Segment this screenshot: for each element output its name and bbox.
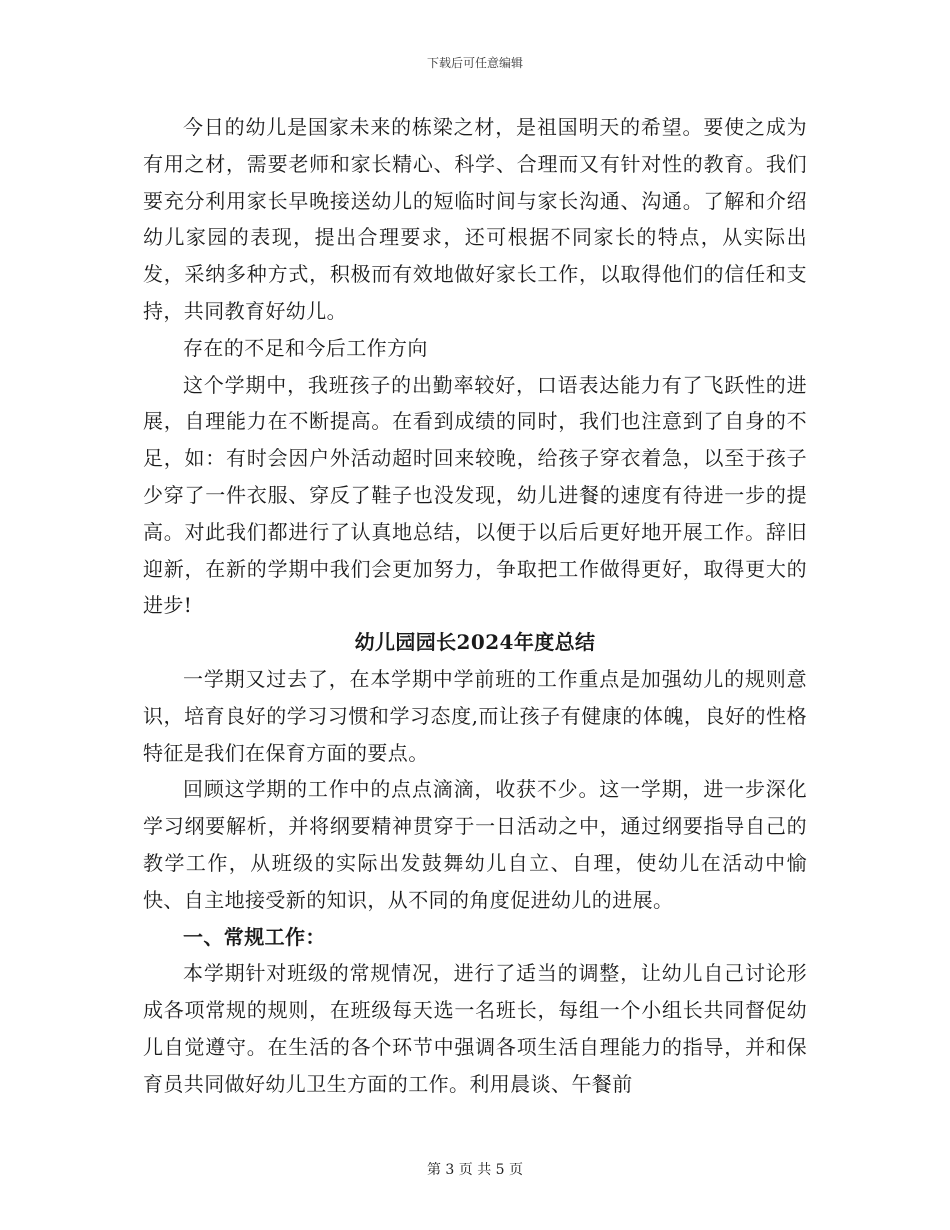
paragraph-shortcomings: 这个学期中，我班孩子的出勤率较好，口语表达能力有了飞跃性的进展，自理能力在不断提高。在看到成绩的同时，我们也注意到了自身的不足，如：有时会因户外活动超时回来较晚，给孩子穿衣着急，以至于孩子少穿了一件衣服、穿反了鞋子也没发现，幼儿进餐的速度有待进一步的提高。对此我们都进行了认真地总结，以便于以后后更好地开展工作。辞旧迎新，在新的学期中我们会更加努力，争取把工作做得更好，取得更大的进步!	[143, 372, 807, 618]
paragraph-home-cooperation: 今日的幼儿是国家未来的栋梁之材，是祖国明天的希望。要使之成为有用之材，需要老师和家长精心、科学、合理而又有针对性的教育。我们要充分利用家长早晚接送幼儿的短临时间与家长沟通、沟通。了解和介绍幼儿家园的表现，提出合理要求，还可根据不同家长的特点，从实际出发，采纳多种方式，积极而有效地做好家长工作，以取得他们的信任和支持，共同教育好幼儿。	[143, 115, 807, 323]
page-footer: 第 3 页 共 5 页	[426, 1162, 524, 1178]
section-title: 幼儿园园长2024年度总结	[354, 630, 596, 655]
subheading-routine-work: 一、常规工作：	[183, 924, 326, 949]
paragraph-shortcomings-heading: 存在的不足和今后工作方向	[183, 335, 428, 360]
page-header: 下载后可任意编辑	[426, 56, 523, 70]
document-body	[143, 109, 807, 1103]
paragraph-routine-work: 本学期针对班级的常规情况，进行了适当的调整，让幼儿自己讨论形成各项常规的规则，在班级每天选一名班长，每组一个小组长共同督促幼儿自觉遵守。在生活的各个环节中强调各项生活自理能力的指导，并和保育员共同做好幼儿卫生方面的工作。利用晨谈、午餐前	[143, 961, 807, 1096]
paragraph-review: 回顾这学期的工作中的点点滴滴，收获不少。这一学期，进一步深化学习纲要解析，并将纲要精神贯穿于一日活动之中，通过纲要指导自己的教学工作，从班级的实际出发鼓舞幼儿自立、自理，使幼儿在活动中愉快、自主地接受新的知识，从不同的角度促进幼儿的进展。	[143, 777, 807, 912]
paragraph-semester-intro: 一学期又过去了，在本学期中学前班的工作重点是加强幼儿的规则意识，培育良好的学习习惯和学习态度,而让孩子有健康的体魄，良好的性格特征是我们在保育方面的要点。	[143, 666, 807, 765]
